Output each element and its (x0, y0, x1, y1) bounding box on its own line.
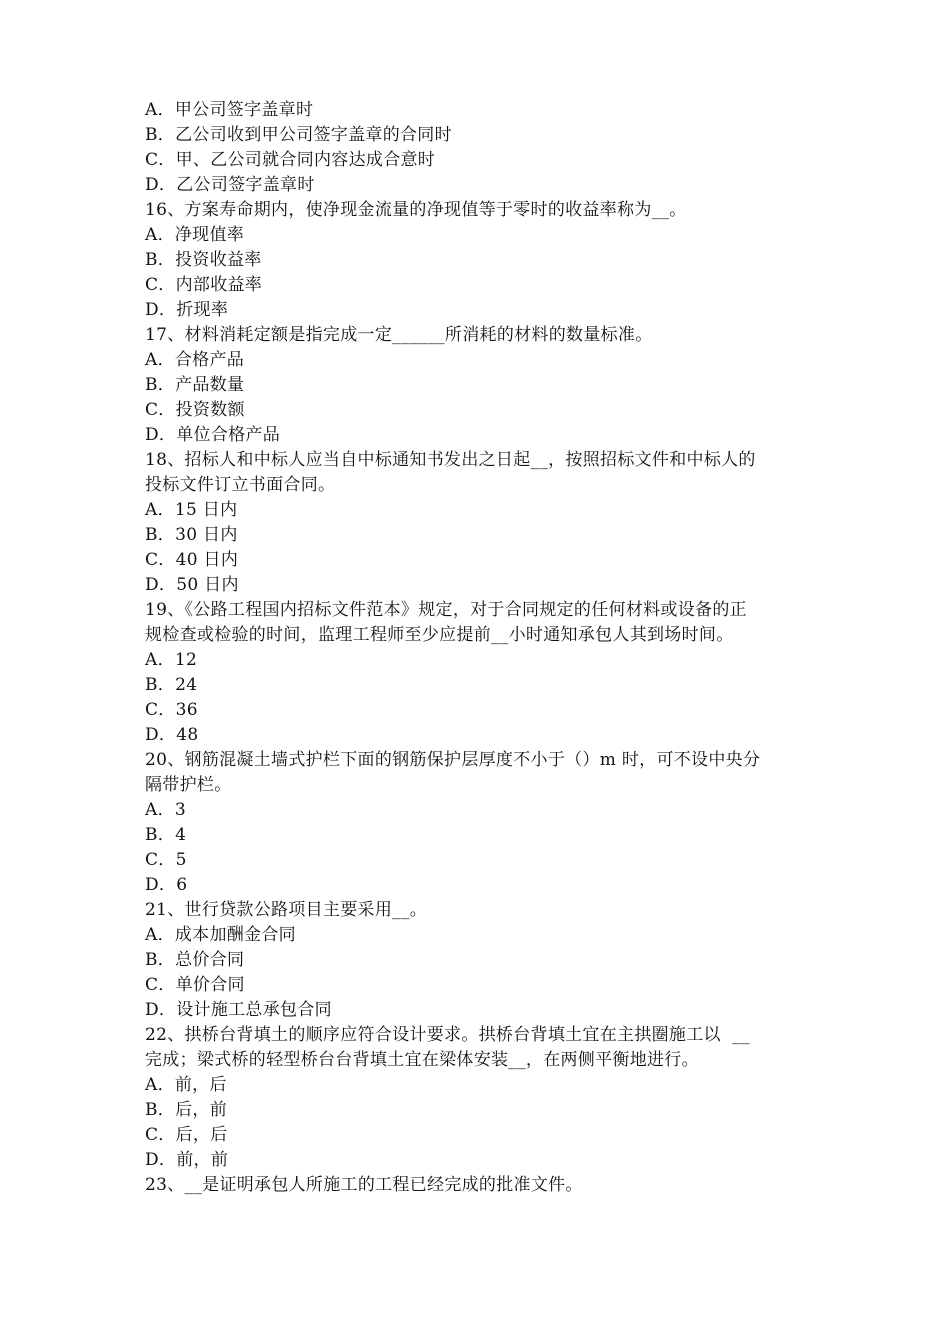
option-line: D．前，前 (145, 1150, 229, 1170)
option-line: B．30 日内 (145, 525, 238, 545)
option-line: D．设计施工总承包合同 (145, 1000, 332, 1020)
option-line: A．12 (145, 650, 198, 670)
option-line: B．4 (145, 825, 187, 845)
option-line: A．净现值率 (145, 225, 245, 245)
question-20-text: 20、钢筋混凝土墙式护栏下面的钢筋保护层厚度不小于（）m 时，可不设中央分 (145, 750, 761, 770)
option-line: A．合格产品 (145, 350, 245, 370)
question-20-text-cont: 隔带护栏。 (145, 775, 232, 795)
option-line: A．15 日内 (145, 500, 238, 520)
option-line: B．产品数量 (145, 375, 245, 395)
option-line: C．5 (145, 850, 187, 870)
question-22-text: 22、拱桥台背填土的顺序应符合设计要求。拱桥台背填土宜在主拱圈施工以 __ (145, 1025, 750, 1045)
option-line: A．3 (145, 800, 186, 820)
option-line: D．50 日内 (145, 575, 239, 595)
option-line: C．后，后 (145, 1125, 228, 1145)
question-18-text-cont: 投标文件订立书面合同。 (145, 475, 336, 495)
option-line: A．甲公司签字盖章时 (145, 100, 314, 120)
question-23-text: 23、__是证明承包人所施工的工程已经完成的批准文件。 (145, 1175, 583, 1195)
question-16-text: 16、方案寿命期内，使净现金流量的净现值等于零时的收益率称为__。 (145, 200, 687, 220)
option-line: C．36 (145, 700, 198, 720)
question-19-text-cont: 规检查或检验的时间，监理工程师至少应提前__小时通知承包人其到场时间。 (145, 625, 734, 645)
option-line: D．乙公司签字盖章时 (145, 175, 315, 195)
option-line: A．前，后 (145, 1075, 227, 1095)
question-19-text: 19、《公路工程国内招标文件范本》规定，对于合同规定的任何材料或设备的正 (145, 600, 747, 620)
question-22-text-cont: 完成；梁式桥的轻型桥台台背填土宜在梁体安装__，在两侧平衡地进行。 (145, 1050, 699, 1070)
option-line: D．48 (145, 725, 199, 745)
question-18-text: 18、招标人和中标人应当自中标通知书发出之日起__，按照招标文件和中标人的 (145, 450, 756, 470)
option-line: B．乙公司收到甲公司签字盖章的合同时 (145, 125, 452, 145)
option-line: B．24 (145, 675, 198, 695)
option-line: B．投资收益率 (145, 250, 262, 270)
document-page (145, 98, 815, 1198)
option-line: A．成本加酬金合同 (145, 925, 296, 945)
question-17-text: 17、材料消耗定额是指完成一定______所消耗的材料的数量标准。 (145, 325, 653, 345)
option-line: C．投资数额 (145, 400, 245, 420)
option-line: D．折现率 (145, 300, 229, 320)
option-line: D．单位合格产品 (145, 425, 281, 445)
option-line: C．甲、乙公司就合同内容达成合意时 (145, 150, 436, 170)
option-line: C．40 日内 (145, 550, 239, 570)
question-21-text: 21、世行贷款公路项目主要采用__。 (145, 900, 428, 920)
option-line: D．6 (145, 875, 188, 895)
option-line: B．总价合同 (145, 950, 245, 970)
option-line: C．单价合同 (145, 975, 245, 995)
option-line: C．内部收益率 (145, 275, 263, 295)
option-line: B．后，前 (145, 1100, 227, 1120)
